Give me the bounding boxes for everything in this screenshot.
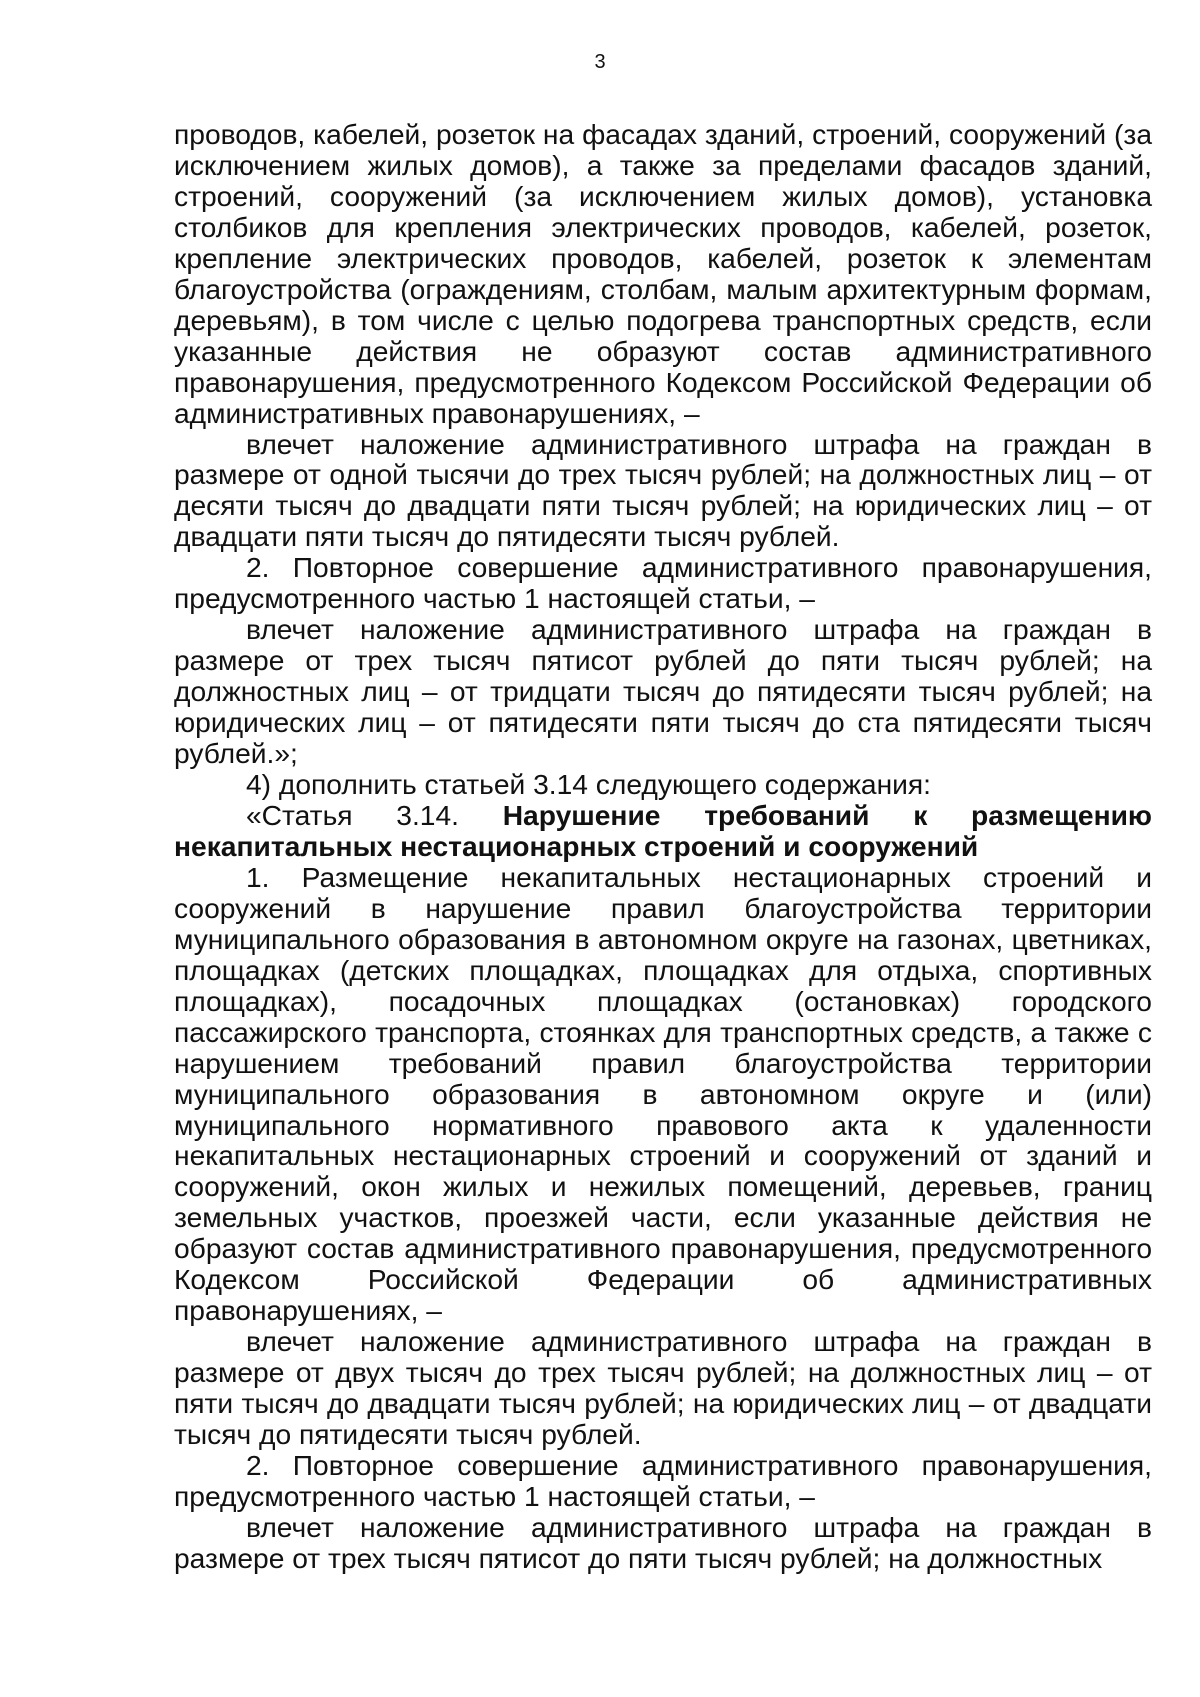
document-body [174, 119, 1152, 1574]
paragraph-article-part1: 1. Размещение некапитальных нестационарных строений и сооружений в нарушение правил благоустройства территории муниципального образования в автономном округе на газонах, цветниках, площадках (детских площадках, площадках для отдыха, спортивных площадках), посадочных площадках (остановках) городского пассажирского транспорта, стоянках для транспортных средств, а также с нарушением требований правил благоустройства территории муниципального образования в автономном округе и (или) муниципального нормативного правового акта к удаленности некапитальных нестационарных строений и сооружений от зданий и сооружений, окон жилых и нежилых помещений, деревьев, границ земельных участков, проезжей части, если указанные действия не образуют состав административного правонарушения, предусмотренного Кодексом Российской Федерации об административных правонарушениях, – [174, 860, 1152, 1327]
paragraph-penalty-repeat: влечет наложение административного штрафа на граждан в размере от трех тысяч пятисот рублей до пяти тысяч рублей; на должностных лиц – от тридцати тысяч до пятидесяти тысяч рублей; на юридических лиц – от пятидесяти пяти тысяч до ста пятидесяти тысяч рублей.»; [174, 613, 1152, 770]
paragraph-amendment-item4: 4) дополнить статьей 3.14 следующего содержания: [246, 768, 932, 801]
paragraph-article-repeat-offense: 2. Повторное совершение административного правонарушения, предусмотренного частью 1 настоящей статьи, – [174, 1448, 1152, 1512]
article-title: Нарушение требований к размещению некапитальных нестационарных строений и сооружений [174, 798, 1152, 862]
paragraph-penalty-part1: влечет наложение административного штрафа на граждан в размере от одной тысячи до трех тысяч рублей; на должностных лиц – от десяти тысяч до двадцати пяти тысяч рублей; на юридических лиц – от двадцати пяти тысяч до пятидесяти тысяч рублей. [174, 427, 1152, 553]
paragraph-repeat-offense: 2. Повторное совершение административного правонарушения, предусмотренного частью 1 настоящей статьи, – [174, 551, 1152, 615]
paragraph-article-penalty-repeat: влечет наложение административного штрафа на граждан в размере от трех тысяч пятисот до пяти тысяч рублей; на должностных [174, 1510, 1152, 1574]
page-number: 3 [594, 51, 606, 73]
article-3-14-heading [174, 800, 1152, 862]
article-number: «Статья 3.14. [246, 798, 503, 831]
paragraph-wiring-continuation: проводов, кабелей, розеток на фасадах зданий, строений, сооружений (за исключением жилых домов), а также за пределами фасадов зданий, строений, сооружений (за исключением жилых домов), установка столбиков для крепления электрических проводов, кабелей, розеток, крепление электрических проводов, кабелей, розеток к элементам благоустройства (ограждениям, столбам, малым архитектурным формам, деревьям), в том числе с целью подогрева транспортных средств, если указанные действия не образуют состав административного правонарушения, предусмотренного Кодексом Российской Федерации об административных правонарушениях, – [174, 118, 1152, 429]
paragraph-article-penalty-part1: влечет наложение административного штрафа на граждан в размере от двух тысяч до трех тысяч рублей; на должностных лиц – от пяти тысяч до двадцати тысяч рублей; на юридических лиц – от двадцати тысяч до пятидесяти тысяч рублей. [174, 1325, 1152, 1451]
